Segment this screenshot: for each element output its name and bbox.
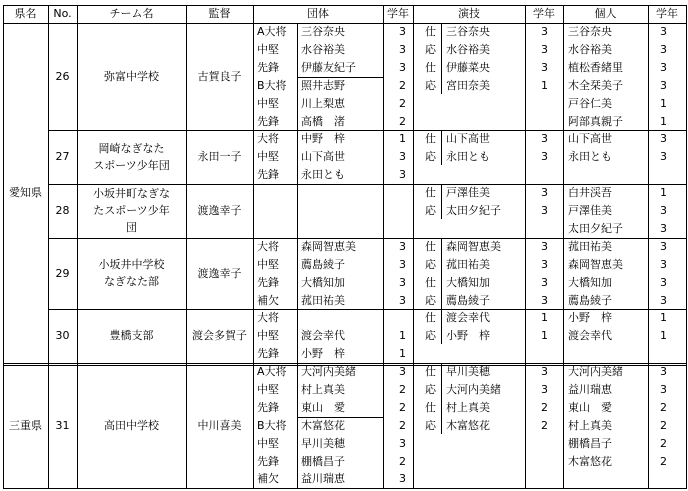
group-member-name: 益川瑞恵 [301,472,345,485]
group-member-grade: 2 [399,401,406,414]
group-member-grade: 2 [399,383,406,396]
group-position: B大将 [257,419,287,432]
header-coach: 監督 [208,7,231,20]
header-individual: 個人 [594,7,617,20]
group-member-grade: 3 [399,25,406,38]
kata-member-grade: 3 [541,240,548,253]
team-name: 高田中学校 [104,419,159,432]
group-member-grade: 3 [399,437,406,450]
group-member-name: 棚橋昌子 [301,455,345,468]
individual-member-grade: 3 [660,204,667,217]
individual-member-name: 大橋知加 [568,276,612,289]
group-position: 先鋒 [257,115,279,128]
kata-member-name: 大河内美緒 [446,383,501,396]
individual-member-name: 森岡智恵美 [568,258,623,271]
header-group: 団体 [307,7,329,20]
group-member-grade: 1 [399,329,406,342]
group-member-name: 渡会幸代 [301,329,345,342]
kata-member-name: 山下高世 [446,132,490,145]
individual-member-grade: 3 [660,132,667,145]
position-divider [297,23,298,488]
kata-role: 応 [425,258,436,271]
group-member-name: 三谷奈央 [301,25,345,38]
kata-member-grade: 1 [541,79,548,92]
kata-role: 仕 [425,365,436,378]
group-position: 先鋒 [257,61,279,74]
kata-member-name: 早川美穂 [446,365,490,378]
individual-member-name: 大河内美緒 [568,365,623,378]
individual-member-grade: 3 [660,383,667,396]
table-border-bottom [3,488,687,489]
kata-member-grade: 3 [541,132,548,145]
team-no: 26 [55,70,70,83]
coach-name: 中川喜美 [197,419,242,432]
individual-member-name: 薦島綾子 [568,294,612,307]
individual-member-name: 益川瑞恵 [568,383,612,396]
group-member-name: 菰田祐美 [301,294,345,307]
header-kata-grade: 学年 [533,7,555,20]
individual-member-name: 太田夕紀子 [568,222,623,235]
individual-member-grade: 3 [660,365,667,378]
group-member-grade: 3 [399,258,406,271]
kata-member-grade: 1 [541,311,548,324]
kata-member-name: 森岡智恵美 [446,240,501,253]
group-position: 中堅 [257,329,279,342]
team-no: 27 [55,150,70,163]
group-member-name: 川上梨恵 [301,97,345,110]
individual-member-grade: 1 [660,329,667,342]
group-position: 補欠 [257,472,279,485]
team-no: 30 [55,329,70,342]
kata-role: 仕 [425,240,436,253]
team-name: なぎなた部 [104,275,159,288]
kata-member-name: 村上真美 [446,401,490,414]
coach-name: 渡逸幸子 [197,204,242,217]
individual-member-grade: 3 [660,258,667,271]
group-member-grade: 2 [399,419,406,432]
kata-member-grade: 3 [541,365,548,378]
group-position: 中堅 [257,43,279,56]
individual-member-name: 菰田祐美 [568,240,612,253]
group-position: 中堅 [257,150,279,163]
individual-member-grade: 3 [660,294,667,307]
individual-member-name: 木富悠花 [568,455,612,468]
group-position: 大将 [257,240,279,253]
coach-name: 古賀良子 [197,70,242,83]
kata-role-divider [441,185,442,219]
kata-member-grade: 3 [541,294,548,307]
individual-member-grade: 1 [660,311,667,324]
group-position: B大将 [257,79,287,92]
kata-role: 仕 [425,61,436,74]
group-position: 中堅 [257,437,279,450]
group-member-grade: 1 [399,132,406,145]
table-border-left [3,5,4,488]
group-member-name: 水谷裕美 [301,43,345,56]
kata-member-name: 水谷裕美 [446,43,490,56]
team-name: スポーツ少年団 [93,159,170,172]
kata-role-divider [441,131,442,165]
kata-member-name: 戸澤佳美 [446,186,490,199]
individual-member-name: 白井渓吾 [568,186,612,199]
group-member-name: 高橋 渚 [301,115,345,128]
individual-member-grade: 2 [660,437,667,450]
kata-member-grade: 3 [541,186,548,199]
group-member-name: 永田とも [301,168,345,181]
team-name: 豊橋支部 [109,329,154,342]
group-position: 先鋒 [257,401,279,414]
group-position: 先鋒 [257,347,279,360]
group-member-name: 大橋知加 [301,276,345,289]
group-position: 先鋒 [257,276,279,289]
group-position: A大将 [257,365,287,378]
group-member-grade: 1 [399,347,406,360]
group-member-grade: 2 [399,455,406,468]
table-border-right [686,5,687,489]
group-position: 補欠 [257,294,279,307]
individual-member-grade: 3 [660,43,667,56]
kata-member-name: 薦島綾子 [446,294,490,307]
group-member-grade: 3 [399,276,406,289]
header-group-grade: 学年 [387,7,409,20]
kata-member-grade: 2 [541,401,548,414]
team-name: 小坂井町なぎな [93,187,170,200]
kata-role-divider [441,364,442,434]
kata-role: 応 [425,43,436,56]
group-member-grade: 3 [399,472,406,485]
kata-member-name: 渡会幸代 [446,311,490,324]
group-member-name: 小野 梓 [301,347,345,360]
individual-member-name: 小野 梓 [568,311,612,324]
group-member-name: 森岡智恵美 [301,240,356,253]
team-name: たスポーツ少年 [93,204,170,217]
individual-member-grade: 3 [660,79,667,92]
kata-role: 応 [425,204,436,217]
kata-member-name: 永田とも [446,150,490,163]
individual-member-name: 永田とも [568,150,612,163]
group-member-grade: 3 [399,240,406,253]
individual-member-name: 戸谷仁美 [568,97,612,110]
group-position: 先鋒 [257,168,279,181]
kata-member-name: 太田夕紀子 [446,204,501,217]
group-position: A大将 [257,25,287,38]
kata-role: 仕 [425,132,436,145]
kata-role: 仕 [425,311,436,324]
header-team-name: チーム名 [109,7,154,20]
kata-role: 応 [425,329,436,342]
group-member-grade: 3 [399,168,406,181]
kata-member-grade: 2 [541,419,548,432]
individual-member-name: 三谷奈央 [568,25,612,38]
kata-member-grade: 3 [541,150,548,163]
individual-member-name: 阿部真親子 [568,115,623,128]
group-member-grade: 3 [399,294,406,307]
individual-member-name: 戸澤佳美 [568,204,612,217]
kata-member-grade: 3 [541,43,548,56]
individual-member-name: 山下高世 [568,132,612,145]
kata-member-name: 小野 梓 [446,329,490,342]
kata-role-divider [441,24,442,94]
group-position: 中堅 [257,383,279,396]
kata-role: 応 [425,150,436,163]
group-member-grade: 2 [399,79,406,92]
group-member-grade: 3 [399,150,406,163]
coach-name: 渡逸幸子 [197,267,242,280]
kata-member-grade: 3 [541,204,548,217]
column-divider [253,5,254,488]
kata-member-grade: 1 [541,329,548,342]
coach-name: 渡会多賀子 [192,329,247,342]
individual-member-grade: 2 [660,455,667,468]
kata-member-name: 宮田奈美 [446,79,490,92]
group-member-grade: 3 [399,365,406,378]
group-member-grade: 2 [399,97,406,110]
group-position: 大将 [257,132,279,145]
individual-member-grade: 3 [660,61,667,74]
header-individual-grade: 学年 [656,7,678,20]
team-name: 岡崎なぎなた [98,142,165,155]
individual-member-grade: 1 [660,115,667,128]
kata-member-grade: 3 [541,276,548,289]
individual-member-grade: 2 [660,401,667,414]
header-kata: 演技 [458,7,480,20]
prefecture-name: 三重県 [9,419,42,432]
group-position: 大将 [257,311,279,324]
team-no: 28 [55,204,70,217]
kata-member-grade: 3 [541,258,548,271]
kata-member-name: 菰田祐美 [446,258,490,271]
group-member-name: 山下高世 [301,150,345,163]
kata-member-name: 三谷奈央 [446,25,490,38]
group-member-name: 大河内美緒 [301,365,356,378]
individual-member-grade: 2 [660,419,667,432]
kata-role: 応 [425,79,436,92]
kata-role: 応 [425,419,436,432]
team-name: 弥富中学校 [104,70,159,83]
group-member-name: 木富悠花 [301,419,345,432]
individual-member-name: 渡会幸代 [568,329,612,342]
individual-member-name: 木全栞美子 [568,79,623,92]
group-member-grade: 3 [399,61,406,74]
individual-member-grade: 1 [660,97,667,110]
team-name: 小坂井中学校 [98,258,165,271]
individual-member-name: 棚橋昌子 [568,437,612,450]
kata-role: 仕 [425,401,436,414]
kata-role-divider [441,310,442,344]
group-position: 中堅 [257,97,279,110]
group-member-grade: 3 [399,43,406,56]
kata-member-grade: 3 [541,383,548,396]
group-member-name: 村上真美 [301,383,345,396]
group-position: 先鋒 [257,455,279,468]
kata-member-grade: 3 [541,61,548,74]
individual-member-grade: 3 [660,276,667,289]
individual-member-grade: 3 [660,222,667,235]
individual-member-name: 水谷裕美 [568,43,612,56]
team-no: 31 [55,419,70,432]
individual-member-grade: 1 [660,186,667,199]
prefecture-name: 愛知県 [9,186,42,199]
kata-role: 仕 [425,276,436,289]
group-member-grade: 2 [399,115,406,128]
header-no: No. [53,7,72,20]
individual-member-name: 東山 愛 [568,401,612,414]
kata-member-grade: 3 [541,25,548,38]
group-member-name: 東山 愛 [301,401,345,414]
individual-member-grade: 3 [660,240,667,253]
kata-member-name: 伊藤菜央 [446,61,490,74]
group-member-name: 中野 梓 [301,132,345,145]
group-divider [297,417,384,418]
team-name: 団 [126,221,137,234]
coach-name: 永田一子 [197,150,242,163]
group-member-name: 薦島綾子 [301,258,345,271]
kata-role-divider [441,239,442,309]
header-prefecture: 県名 [14,7,37,20]
kata-role: 応 [425,383,436,396]
group-position: 中堅 [257,258,279,271]
team-no: 29 [55,267,70,280]
kata-role: 応 [425,294,436,307]
group-member-name: 照井志野 [301,79,345,92]
individual-member-name: 植松香緒里 [568,61,623,74]
group-member-name: 早川美穂 [301,437,345,450]
column-divider [563,5,564,488]
kata-role: 仕 [425,25,436,38]
individual-member-grade: 3 [660,150,667,163]
kata-member-name: 大橋知加 [446,276,490,289]
kata-role: 仕 [425,186,436,199]
individual-member-grade: 3 [660,25,667,38]
kata-member-name: 木富悠花 [446,419,490,432]
group-member-name: 伊藤友紀子 [301,61,356,74]
individual-member-name: 村上真美 [568,419,612,432]
group-divider [297,77,384,78]
column-divider [413,5,414,488]
